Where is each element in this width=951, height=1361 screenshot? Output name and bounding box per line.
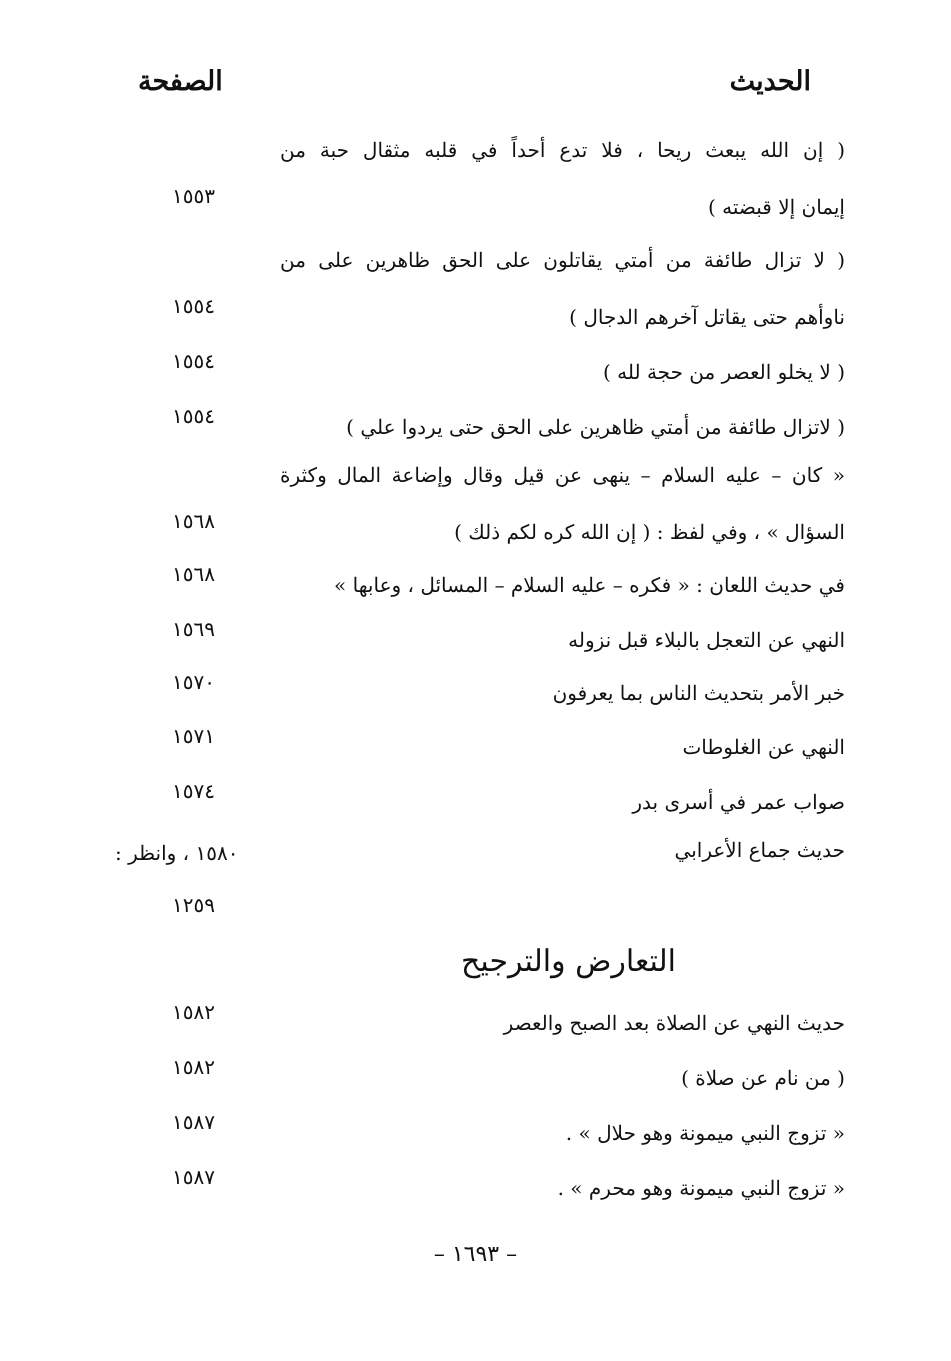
list-item bbox=[0, 294, 951, 337]
hadith-text: إيمان إلا قبضته ) bbox=[707, 195, 845, 219]
hadith-text: « تزوج النبي ميمونة وهو حلال » . bbox=[565, 1121, 845, 1145]
list-item bbox=[0, 724, 951, 767]
page-number: – ١٦٩٣ – bbox=[433, 1242, 518, 1267]
hadith-text: ( لا تزال طائفة من أمتي يقاتلون على الحق ظاهرين على من bbox=[280, 248, 846, 272]
list-item bbox=[0, 240, 951, 280]
page-reference: ١٥٥٤ bbox=[172, 404, 215, 428]
hadith-text: حديث النهي عن الصلاة بعد الصبح والعصر bbox=[503, 1011, 845, 1035]
hadith-text: في حديث اللعان : « فكره – عليه السلام – المسائل ، وعابها » bbox=[334, 573, 845, 597]
page-reference: ١٥٧٤ bbox=[172, 779, 215, 803]
page-reference: ١٥٨٢ bbox=[172, 1000, 215, 1024]
hadith-text: ( لاتزال طائفة من أمتي ظاهرين على الحق حتى يردوا علي ) bbox=[346, 415, 845, 439]
page-column-header: الصفحة bbox=[138, 66, 223, 97]
page-reference: ١٥٦٨ bbox=[172, 509, 215, 533]
page-reference: ١٥٥٤ bbox=[172, 349, 215, 373]
page-reference: ١٥٨٧ bbox=[172, 1165, 215, 1189]
hadith-column-header: الحديث bbox=[729, 66, 811, 97]
hadith-text: ( إن الله يبعث ريحا ، فلا تدع أحداً في قلبه مثقال حبة من bbox=[280, 138, 845, 162]
page-reference: ١٥٥٤ bbox=[172, 294, 215, 318]
list-item bbox=[0, 130, 951, 170]
hadith-text: « كان – عليه السلام – ينهى عن قيل وقال وإضاعة المال وكثرة bbox=[280, 463, 845, 487]
list-item bbox=[0, 670, 951, 713]
hadith-text: « تزوج النبي ميمونة وهو محرم » . bbox=[557, 1176, 845, 1200]
page-reference: ١٥٨٢ bbox=[172, 1055, 215, 1079]
hadith-text: ( لا يخلو العصر من حجة لله ) bbox=[603, 360, 845, 384]
page-reference: ١٢٥٩ bbox=[172, 893, 215, 917]
hadith-text: خبر الأمر بتحديث الناس بما يعرفون bbox=[552, 681, 845, 705]
list-item bbox=[0, 779, 951, 822]
list-item bbox=[0, 404, 951, 447]
page-reference: ١٥٦٩ bbox=[172, 617, 215, 641]
list-item bbox=[0, 349, 951, 392]
page-reference: ١٥٨٠ ، وانظر : bbox=[115, 841, 239, 865]
list-item bbox=[0, 1110, 951, 1153]
list-item bbox=[0, 455, 951, 495]
list-item bbox=[0, 184, 951, 227]
page-reference: ١٥٧٠ bbox=[172, 670, 215, 694]
page-reference: ١٥٦٨ bbox=[172, 562, 215, 586]
list-item bbox=[0, 890, 951, 930]
list-item bbox=[0, 1000, 951, 1043]
list-item bbox=[0, 830, 951, 870]
hadith-text: صواب عمر في أسرى بدر bbox=[632, 790, 845, 814]
list-item bbox=[0, 562, 951, 605]
page-reference: ١٥٨٧ bbox=[172, 1110, 215, 1134]
page-reference: ١٥٧١ bbox=[172, 724, 215, 748]
hadith-text: السؤال » ، وفي لفظ : ( إن الله كره لكم ذلك ) bbox=[454, 520, 845, 544]
hadith-text: ( من نام عن صلاة ) bbox=[681, 1066, 845, 1090]
hadith-text: حديث جماع الأعرابي bbox=[674, 838, 845, 862]
hadith-text: النهي عن التعجل بالبلاء قبل نزوله bbox=[568, 628, 845, 652]
list-item bbox=[0, 1055, 951, 1098]
list-item bbox=[0, 509, 951, 552]
section-title: التعارض والترجيح bbox=[461, 944, 676, 979]
list-item bbox=[0, 1165, 951, 1208]
hadith-text: ناوأهم حتى يقاتل آخرهم الدجال ) bbox=[569, 305, 845, 329]
list-item bbox=[0, 617, 951, 660]
page-reference: ١٥٥٣ bbox=[172, 184, 215, 208]
hadith-text: النهي عن الغلوطات bbox=[682, 735, 845, 759]
